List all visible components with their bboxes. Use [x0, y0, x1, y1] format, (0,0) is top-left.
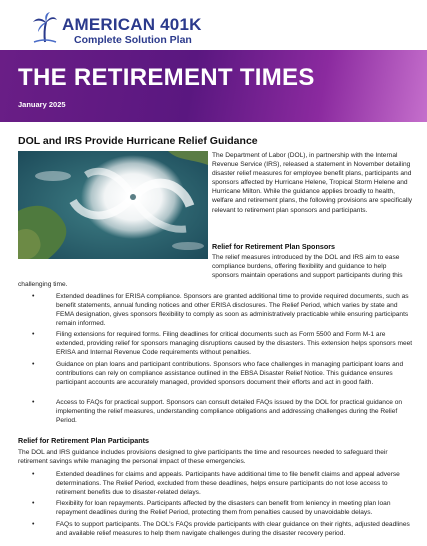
- issue-date: January 2025: [18, 100, 66, 109]
- participants-heading: Relief for Retirement Plan Participants: [18, 436, 150, 445]
- logo-name: AMERICAN 401K: [62, 15, 202, 34]
- participant-bullet-text: Extended deadlines for claims and appeals. Participants have additional time to file benefit claims and appeal adverse determinations. The Relief Period, excluded from these deadlines, helps ensure participants do not lose access to retirement benefits due to disaster-related delays.: [56, 471, 400, 497]
- sponsors-heading: Relief for Retirement Plan Sponsors: [212, 242, 336, 251]
- bullet-dot: •: [32, 500, 35, 507]
- bullet-dot: •: [32, 361, 35, 368]
- sponsors-intro-continued: challenging time.: [18, 281, 68, 288]
- article-title: DOL and IRS Provide Hurricane Relief Guidance: [18, 135, 258, 147]
- bullet-dot: •: [32, 331, 35, 338]
- logo-tagline: Complete Solution Plan: [74, 34, 192, 46]
- sponsors-intro: The relief measures introduced by the DOL and IRS aim to ease compliance burdens, offering flexibility and guidance to help sponsors maintain operations and support participants during this: [212, 254, 403, 280]
- sponsor-bullet-text: Extended deadlines for ERISA compliance. Sponsors are granted additional time to provide required documents, such as benefit statements, annual funding notices and other ERISA disclosures. The Relief Period, which varies by state and FEMA designation, gives sponsors flexibility to comply as soon as administratively practicable while ensuring participants remain informed.: [56, 293, 409, 328]
- participant-bullet-text: FAQs to support participants. The DOL’s FAQs provide participants with clear guidance on their rights, adjusted deadlines and available relief measures to help them navigate challenges during the disaster recovery period.: [56, 521, 410, 538]
- bullet-dot: •: [32, 471, 35, 478]
- newsletter-title: THE RETIREMENT TIMES: [18, 64, 315, 91]
- header-banner: [0, 50, 427, 122]
- sponsor-bullet-text: Access to FAQs for practical support. Sponsors can consult detailed FAQs issued by the DOL for practical guidance on implementing the relief measures, understanding compliance obligations and addressing challenges during the Relief Period.: [56, 399, 403, 425]
- palm-tree-icon: [32, 12, 58, 44]
- article-intro: The Department of Labor (DOL), in partnership with the Internal Revenue Service (IRS), released a statement in November detailing disaster relief measures for employee benefit plans, participants and sponsors affected by Hurricane Helene, Tropical Storm Helene and Hurricane Milton. While the guidance applies broadly to health, welfare and retirement plans, the following provisions are specifically relevant to retirement plan sponsors and participants.: [212, 152, 413, 214]
- hurricane-satellite-image: [18, 151, 208, 259]
- company-logo: [32, 10, 232, 48]
- participants-intro: The DOL and IRS guidance includes provisions designed to give participants the time and resources needed to safeguard their retirement savings while managing the personal impact of these emergencies.: [18, 449, 388, 466]
- bullet-dot: •: [32, 293, 35, 300]
- bullet-dot: •: [32, 521, 35, 528]
- sponsor-bullet-text: Filing extensions for required forms. Filing deadlines for critical documents such as Form 5500 and Form M-1 are extended, providing relief for sponsors managing disruptions caused by the disasters. This extension helps sponsors meet ERISA and Internal Revenue Code requirements without penalties.: [56, 331, 413, 357]
- participant-bullet-text: Flexibility for loan repayments. Participants affected by the disasters can benefit from leniency in meeting plan loan repayment deadlines during the Relief Period, protecting them from penalties caused by unavoidable delays.: [56, 500, 391, 517]
- sponsor-bullet-text: Guidance on plan loans and participant contributions. Sponsors who face challenges in managing participant loans and contributions can rely on compliance assistance outlined in the EBSA Disaster Relief Notice. This guidance ensures participant accounts are accurately managed, provided sponsors document their efforts and act in good faith.: [56, 361, 404, 387]
- bullet-dot: •: [32, 399, 35, 406]
